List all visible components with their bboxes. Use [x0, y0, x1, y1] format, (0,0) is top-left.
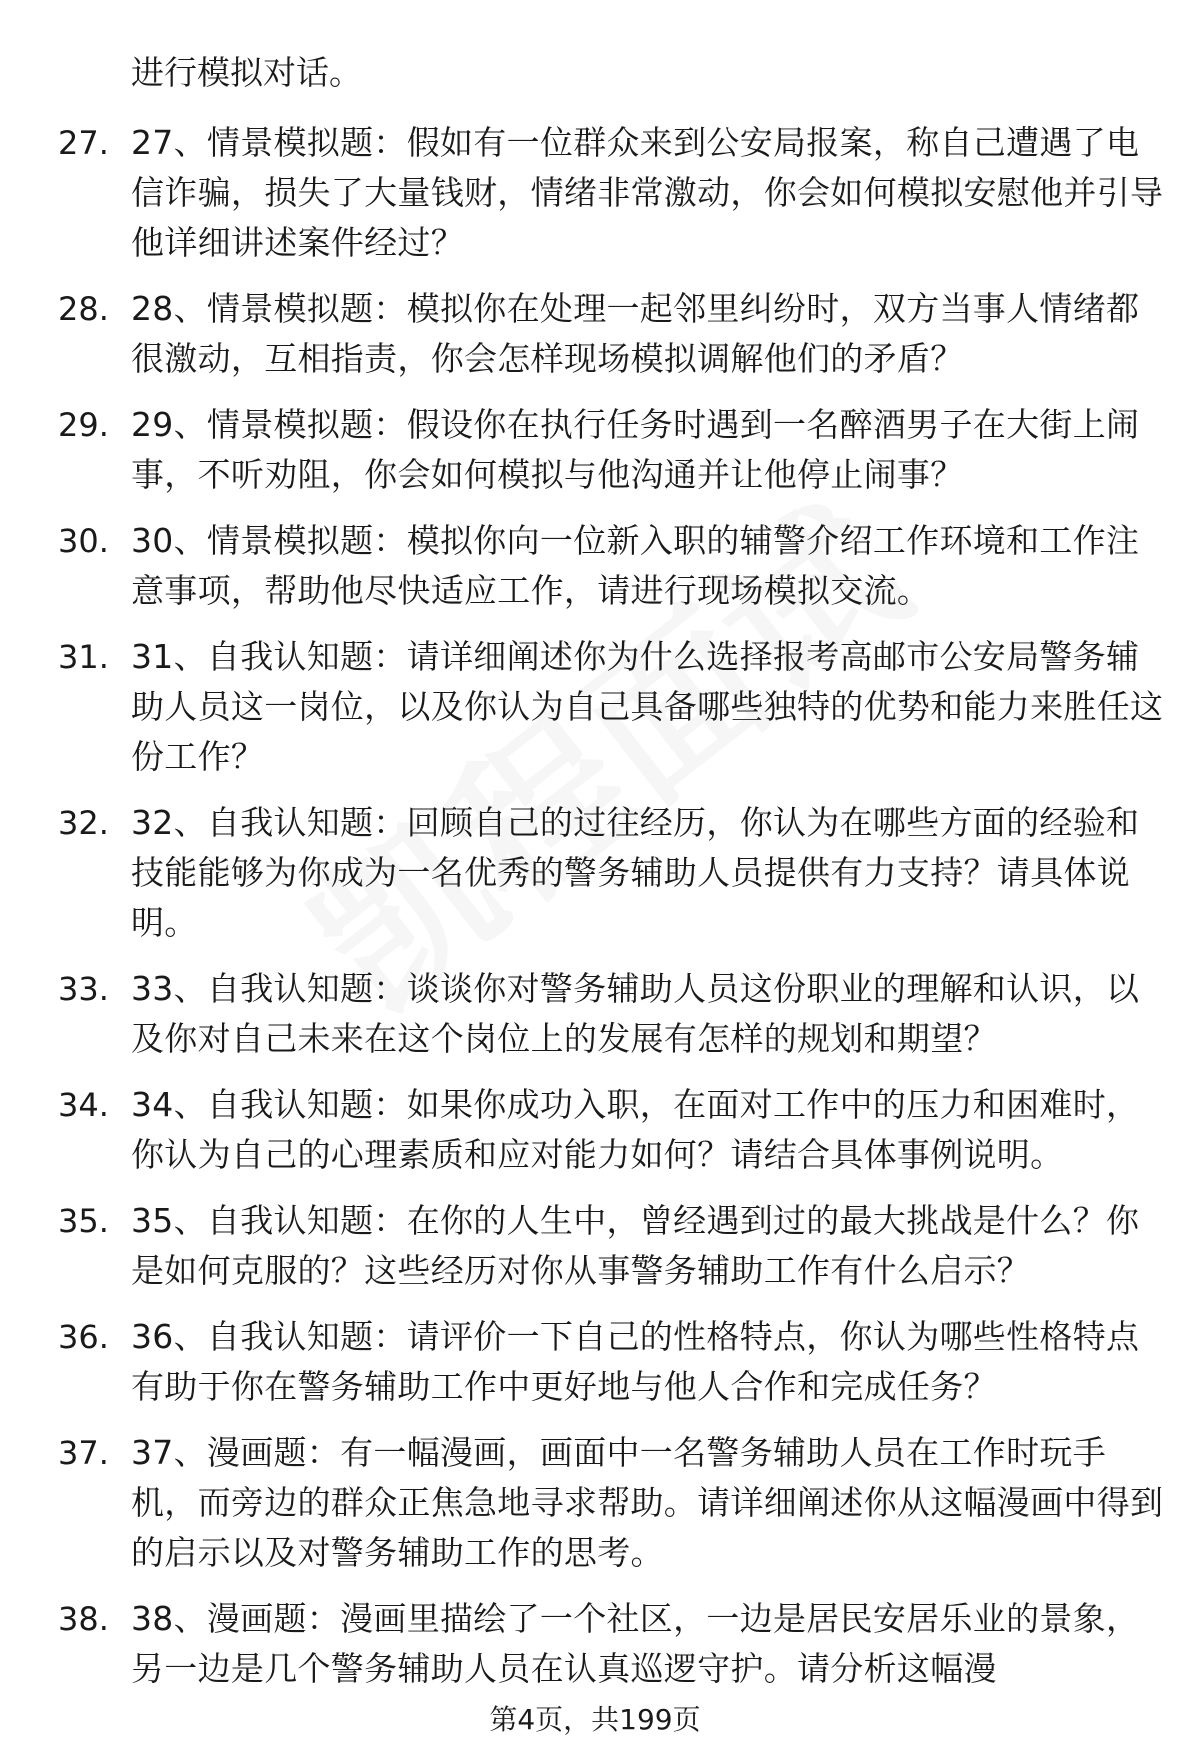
question-item	[0, 632, 1190, 782]
question-number: 29.	[58, 406, 109, 444]
question-text: 29、情景模拟题：假设你在执行任务时遇到一名醉酒男子在大街上闹事，不听劝阻，你会如何模拟与他沟通并让他停止闹事？	[131, 405, 1140, 494]
question-item	[0, 284, 1190, 384]
question-text: 34、自我认知题：如果你成功入职，在面对工作中的压力和困难时，你认为自己的心理素质和应对能力如何？请结合具体事例说明。	[131, 1085, 1140, 1174]
question-text: 35、自我认知题：在你的人生中，曾经遇到过的最大挑战是什么？你是如何克服的？这些经历对你从事警务辅助工作有什么启示？	[131, 1201, 1140, 1290]
question-number: 32.	[58, 804, 109, 842]
continued-text: 进行模拟对话。	[131, 53, 362, 92]
question-text: 32、自我认知题：回顾自己的过往经历，你认为在哪些方面的经验和技能能够为你成为一名优秀的警务辅助人员提供有力支持？请具体说明。	[131, 803, 1140, 942]
question-item	[0, 1196, 1190, 1296]
question-number: 35.	[58, 1202, 109, 1240]
question-text: 38、漫画题：漫画里描绘了一个社区，一边是居民安居乐业的景象，另一边是几个警务辅助人员在认真巡逻守护。请分析这幅漫	[131, 1599, 1140, 1688]
question-text: 30、情景模拟题：模拟你向一位新入职的辅警介绍工作环境和工作注意事项，帮助他尽快适应工作，请进行现场模拟交流。	[131, 521, 1140, 610]
question-number: 38.	[58, 1600, 109, 1638]
question-item	[0, 1428, 1190, 1578]
question-number: 36.	[58, 1318, 109, 1356]
question-text: 37、漫画题：有一幅漫画，画面中一名警务辅助人员在工作时玩手机，而旁边的群众正焦急地寻求帮助。请详细阐述你从这幅漫画中得到的启示以及对警务辅助工作的思考。	[131, 1433, 1164, 1572]
question-number: 33.	[58, 970, 109, 1008]
question-number: 27.	[58, 124, 109, 162]
question-number: 28.	[58, 290, 109, 328]
question-number: 30.	[58, 522, 109, 560]
question-item	[0, 1080, 1190, 1180]
question-number: 34.	[58, 1086, 109, 1124]
question-number: 31.	[58, 638, 109, 676]
question-text: 36、自我认知题：请评价一下自己的性格特点，你认为哪些性格特点有助于你在警务辅助工作中更好地与他人合作和完成任务？	[131, 1317, 1140, 1406]
question-text: 31、自我认知题：请详细阐述你为什么选择报考高邮市公安局警务辅助人员这一岗位，以及你认为自己具备哪些独特的优势和能力来胜任这份工作？	[131, 637, 1164, 776]
page-footer: 第4页，共199页	[489, 1703, 701, 1736]
question-item	[0, 964, 1190, 1064]
question-number: 37.	[58, 1434, 109, 1472]
question-item	[0, 516, 1190, 616]
question-item	[0, 400, 1190, 500]
question-item	[0, 118, 1190, 268]
question-item	[0, 1312, 1190, 1412]
question-text: 27、情景模拟题：假如有一位群众来到公安局报案，称自己遭遇了电信诈骗，损失了大量钱财，情绪非常激动，你会如何模拟安慰他并引导他详细讲述案件经过？	[131, 123, 1164, 262]
question-text: 28、情景模拟题：模拟你在处理一起邻里纠纷时，双方当事人情绪都很激动，互相指责，你会怎样现场模拟调解他们的矛盾？	[131, 289, 1140, 378]
question-item	[0, 1594, 1190, 1694]
question-list	[0, 118, 1190, 1710]
question-item	[0, 798, 1190, 948]
question-text: 33、自我认知题：谈谈你对警务辅助人员这份职业的理解和认识，以及你对自己未来在这个岗位上的发展有怎样的规划和期望？	[131, 969, 1140, 1058]
